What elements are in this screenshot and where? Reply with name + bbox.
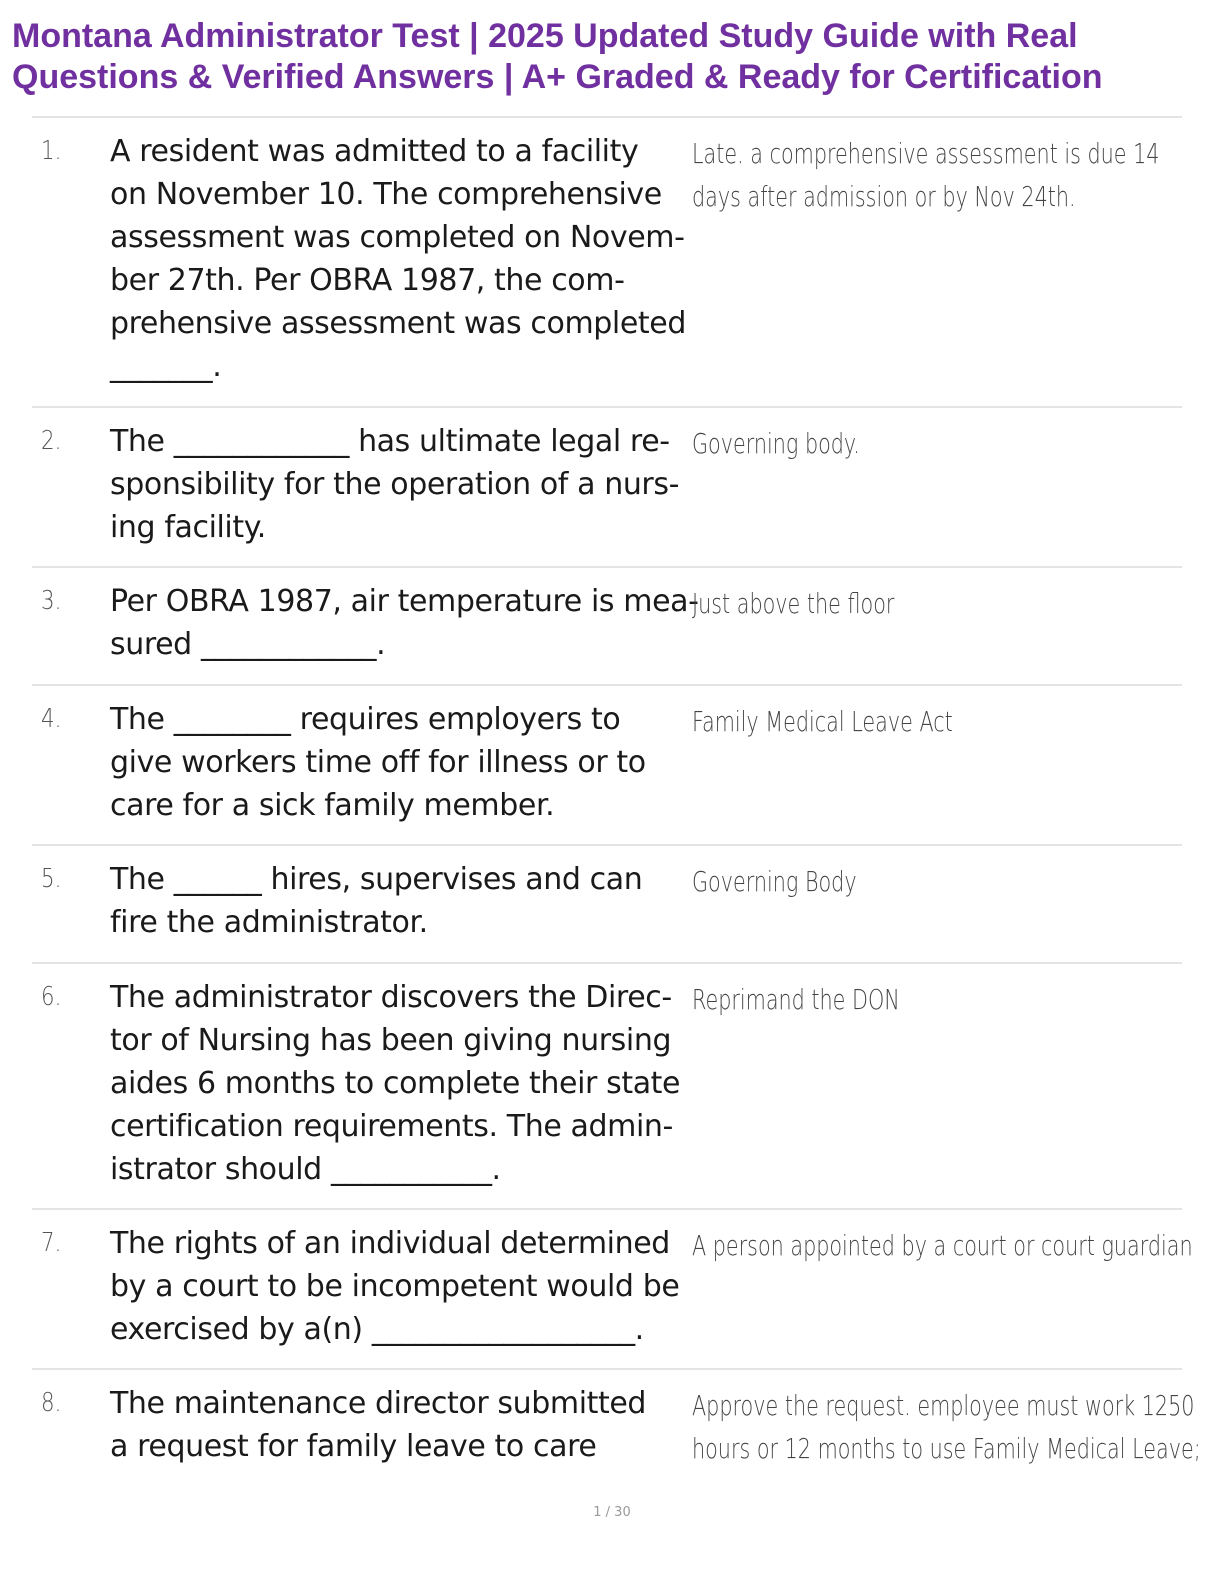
card-question: The ________ requires employers to give workers time off for illness or to care for a sick family member.	[110, 702, 646, 823]
card-answer: Late. a comprehensive assessment is due 14 days after admission or by Nov 24th.	[692, 137, 1160, 213]
card-question: The administrator discovers the Direc- tor of Nursing has been giving nursing aides 6 months to complete their state certification requirements. The admin- istrator should ___________.	[110, 980, 681, 1187]
card-question: The ______ hires, supervises and can fire the administrator.	[110, 862, 643, 940]
card-question: The rights of an individual determined by a court to be incompetent would be exercised by a(n) __________________.	[110, 1226, 680, 1347]
card-answer: Governing Body	[692, 865, 857, 898]
card-question: Per OBRA 1987, air temperature is mea- sured ____________.	[110, 584, 699, 662]
flashcard-8	[32, 1370, 1201, 1480]
title-line-2: Questions & Verified Answers | A+ Graded & Ready for Certification	[12, 58, 1103, 96]
flashcard-5	[32, 846, 1182, 964]
card-question: The maintenance director submitted a request for family leave to care	[110, 1386, 647, 1464]
card-number: 5.	[41, 864, 62, 894]
card-answer: Just above the floor	[692, 587, 895, 620]
flashcard-list	[32, 116, 1201, 1480]
document-title	[12, 16, 1212, 98]
flashcard-6	[32, 964, 1182, 1210]
card-answer: Reprimand the DON	[692, 983, 900, 1016]
flashcard-1	[32, 118, 1182, 408]
title-line-1: Montana Administrator Test | 2025 Updated Study Guide with Real	[12, 17, 1078, 55]
card-answer: Family Medical Leave Act	[692, 705, 953, 738]
flashcard-3	[32, 568, 1182, 686]
card-number: 2.	[41, 426, 62, 456]
card-question: The ____________ has ultimate legal re- sponsibility for the operation of a nurs- ing facility.	[110, 424, 680, 545]
flashcard-4	[32, 686, 1182, 846]
page-number: 1 / 30	[593, 1505, 631, 1520]
card-number: 3.	[41, 586, 62, 616]
card-answer: A person appointed by a court or court guardian	[692, 1229, 1193, 1262]
flashcard-2	[32, 408, 1182, 568]
card-answer: Approve the request. employee must work 1250 hours or 12 months to use Family Medical Leave;	[692, 1389, 1201, 1465]
card-question: A resident was admitted to a facility on November 10. The comprehensive assessment was completed on Novem- ber 27th. Per OBRA 1987, the com- prehensive assessment was completed _______.	[110, 134, 686, 384]
card-number: 7.	[41, 1228, 62, 1258]
card-number: 6.	[41, 982, 62, 1012]
card-answer: Governing body.	[692, 427, 860, 460]
card-number: 8.	[41, 1388, 62, 1418]
card-number: 1.	[41, 136, 62, 166]
card-number: 4.	[41, 704, 62, 734]
flashcard-7	[32, 1210, 1193, 1370]
